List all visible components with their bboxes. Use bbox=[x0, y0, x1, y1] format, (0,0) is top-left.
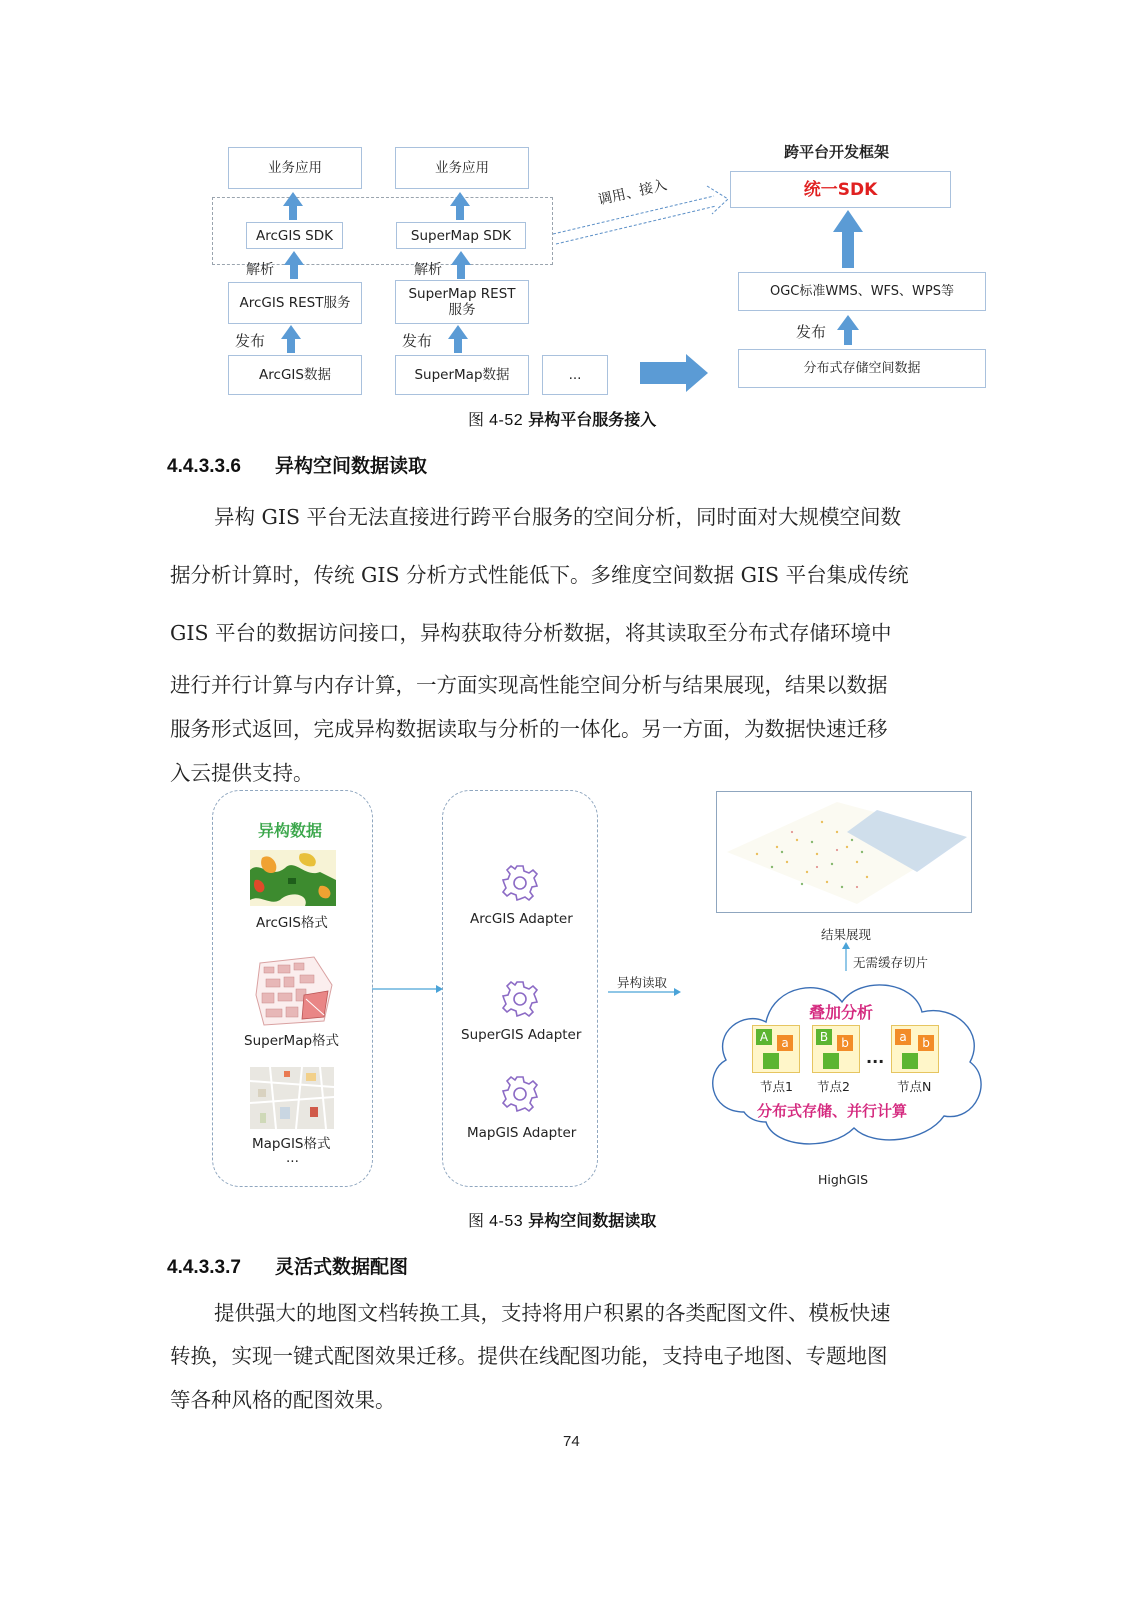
parse-label-mid: 解析 bbox=[414, 262, 442, 278]
tile-b: b bbox=[918, 1035, 934, 1051]
result-square bbox=[902, 1053, 918, 1069]
result-map-image bbox=[716, 791, 972, 913]
result-map-render bbox=[717, 792, 971, 912]
para-line: 进行并行计算与内存计算，一方面实现高性能空间分析与结果展现，结果以数据 bbox=[170, 673, 888, 697]
arcgis-format-label: ArcGIS格式 bbox=[256, 915, 328, 931]
arrow-up-5 bbox=[281, 325, 301, 353]
connector-arrow bbox=[372, 982, 444, 996]
node-2-tile bbox=[812, 1025, 860, 1073]
tile-B: B bbox=[816, 1029, 832, 1045]
supergis-adapter-label: SuperGIS Adapter bbox=[461, 1027, 582, 1043]
para-line: GIS 平台的数据访问接口，异构获取待分析数据，将其读取至分布式存储环境中 bbox=[170, 621, 892, 645]
arrow-up-4 bbox=[451, 251, 471, 279]
parse-label-left: 解析 bbox=[246, 262, 274, 278]
supermap-sdk-box: SuperMap SDK bbox=[396, 222, 526, 249]
arrow-up-3 bbox=[284, 251, 304, 279]
supermap-data-box: SuperMap数据 bbox=[395, 355, 529, 395]
section-heading-4-4-3-3-6: 4.4.3.3.6 异构空间数据读取 bbox=[167, 455, 427, 477]
supermap-format-label: SuperMap格式 bbox=[244, 1033, 340, 1049]
para-line: 服务形式返回，完成异构数据读取与分析的一体化。另一方面，为数据快速迁移 bbox=[170, 717, 888, 741]
mapgis-format-thumbnail bbox=[250, 1067, 334, 1129]
ellipsis-box: ... bbox=[542, 355, 608, 395]
sdk-up-arrow bbox=[833, 210, 863, 268]
gear-icon bbox=[501, 864, 539, 902]
big-right-arrow bbox=[640, 354, 708, 392]
no-cache-label: 无需缓存切片 bbox=[853, 955, 929, 970]
publish-label-right: 发布 bbox=[796, 323, 827, 341]
publish-label-mid: 发布 bbox=[402, 332, 433, 350]
unified-sdk-box: 统一SDK bbox=[730, 171, 951, 208]
distributed-data-box: 分布式存储空间数据 bbox=[738, 349, 986, 388]
tile-b: b bbox=[837, 1035, 853, 1051]
tile-a: a bbox=[895, 1029, 911, 1045]
tile-A: A bbox=[756, 1029, 772, 1045]
section2-paragraph bbox=[170, 1296, 960, 1416]
overlay-analysis-label: 叠加分析 bbox=[809, 1003, 874, 1022]
business-app-box-left: 业务应用 bbox=[228, 147, 362, 189]
call-access-label: 调用、接入 bbox=[596, 177, 669, 209]
figure-caption-4-53: 图 4-53 异构空间数据读取 bbox=[468, 1211, 657, 1230]
hetero-read-label: 异构读取 bbox=[617, 975, 668, 990]
gear-icon bbox=[501, 980, 539, 1018]
result-show-label: 结果展现 bbox=[821, 927, 872, 942]
node-n-label: 节点N bbox=[897, 1079, 932, 1094]
node-2-label: 节点2 bbox=[817, 1079, 850, 1094]
arrow-up-2 bbox=[450, 192, 470, 220]
supermap-format-thumbnail bbox=[254, 955, 334, 1027]
arrow-up-6 bbox=[448, 325, 468, 353]
gear-icon bbox=[501, 1075, 539, 1113]
highgis-label: HighGIS bbox=[818, 1172, 869, 1187]
mapgis-format-label: MapGIS格式 bbox=[252, 1136, 331, 1152]
supermap-rest-line1: SuperMap REST bbox=[408, 286, 516, 302]
publish-label-left: 发布 bbox=[235, 332, 266, 350]
node-n-tile bbox=[891, 1025, 939, 1073]
business-app-box-mid: 业务应用 bbox=[395, 147, 529, 189]
para-line: 入云提供支持。 bbox=[170, 761, 314, 785]
left-panel-ellipsis: ... bbox=[286, 1150, 299, 1166]
framework-title: 跨平台开发框架 bbox=[784, 143, 890, 161]
hetero-data-title: 异构数据 bbox=[258, 821, 323, 840]
tile-a: a bbox=[777, 1035, 793, 1051]
para-line: 据分析计算时，传统 GIS 分析方式性能低下。多维度空间数据 GIS 平台集成传统 bbox=[170, 563, 909, 587]
result-square bbox=[763, 1053, 779, 1069]
para-line: 等各种风格的配图效果。 bbox=[170, 1388, 396, 1412]
node-1-label: 节点1 bbox=[760, 1079, 793, 1094]
node-1-tile bbox=[752, 1025, 800, 1073]
result-square bbox=[823, 1053, 839, 1069]
arcgis-format-thumbnail bbox=[250, 850, 336, 906]
page-number: 74 bbox=[563, 1433, 580, 1450]
hetero-read-arrow bbox=[608, 986, 682, 998]
mapgis-adapter-label: MapGIS Adapter bbox=[467, 1125, 577, 1141]
distributed-compute-label: 分布式存储、并行计算 bbox=[757, 1102, 908, 1120]
nodes-ellipsis: ... bbox=[866, 1048, 885, 1067]
para-line: 异构 GIS 平台无法直接进行跨平台服务的空间分析，同时面对大规模空间数 bbox=[214, 505, 902, 529]
publish-up-arrow-right bbox=[837, 315, 859, 345]
para-line: 转换，实现一键式配图效果迁移。提供在线配图功能，支持电子地图、专题地图 bbox=[170, 1344, 888, 1368]
arcgis-sdk-box: ArcGIS SDK bbox=[246, 222, 343, 249]
figure-caption-4-52: 图 4-52 异构平台服务接入 bbox=[468, 410, 657, 429]
section1-paragraph bbox=[170, 500, 960, 790]
arcgis-rest-box: ArcGIS REST服务 bbox=[228, 282, 362, 324]
para-line: 提供强大的地图文档转换工具，支持将用户积累的各类配图文件、模板快速 bbox=[214, 1301, 891, 1325]
arcgis-adapter-label: ArcGIS Adapter bbox=[470, 911, 573, 927]
arrow-up-1 bbox=[283, 192, 303, 220]
section-heading-4-4-3-3-7: 4.4.3.3.7 灵活式数据配图 bbox=[167, 1256, 408, 1278]
arcgis-data-box: ArcGIS数据 bbox=[228, 355, 362, 395]
ogc-box: OGC标准WMS、WFS、WPS等 bbox=[738, 272, 986, 311]
supermap-rest-line2: 服务 bbox=[448, 302, 476, 318]
